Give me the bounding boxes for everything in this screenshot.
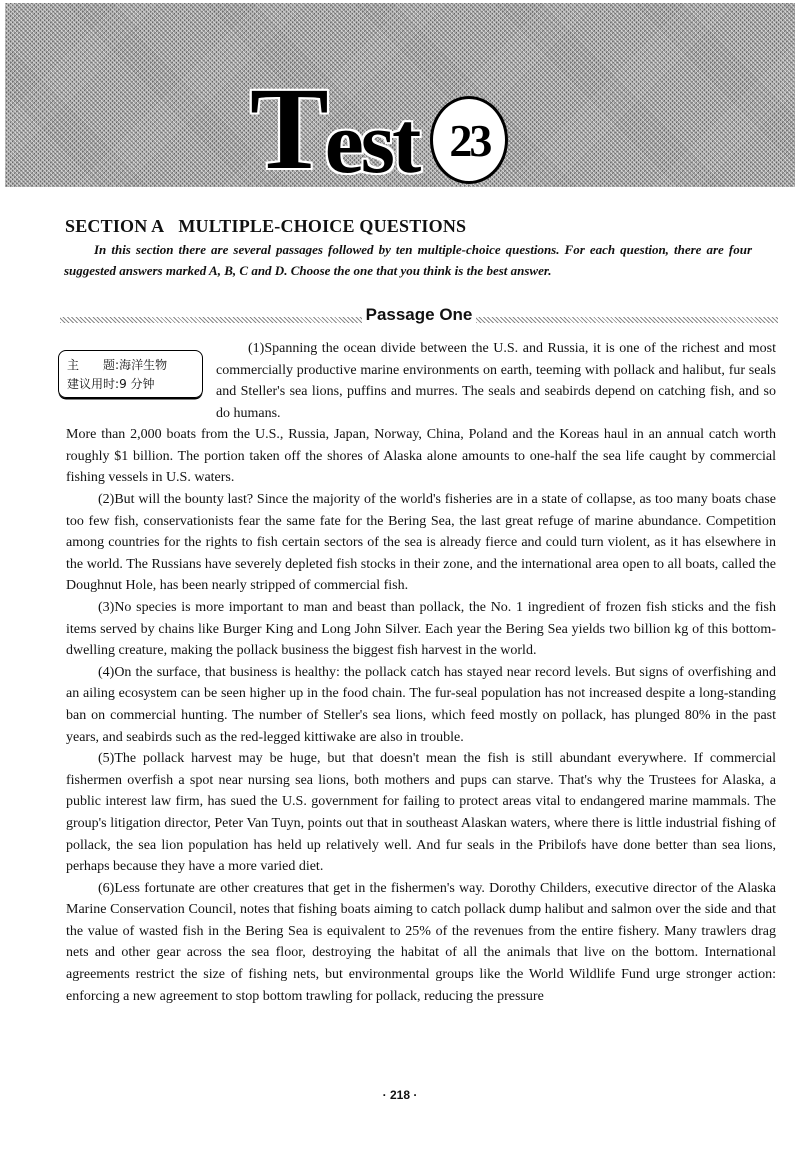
test-title-rest: est: [324, 95, 419, 192]
passage-body: [66, 489, 776, 1007]
test-banner: [5, 3, 795, 194]
section-instructions: [64, 239, 752, 281]
test-number: 23: [449, 114, 490, 166]
paragraph-3: (3)No species is more important to man and beast than pollack, the No. 1 ingredient of frozen fish sticks and the fish items served by chains like Burger King and Long John Silver. Each year the Bering Sea yields two billion kg of this bottom-dwelling creature, making the pollack business the biggest fish harvest in the world.: [66, 599, 776, 659]
passage-title: Passage One: [365, 305, 473, 324]
section-name: MULTIPLE-CHOICE QUESTIONS: [178, 216, 467, 236]
section-title: [65, 216, 466, 237]
page-number: · 218 ·: [382, 1088, 418, 1102]
section-label: SECTION A: [65, 216, 165, 236]
time-label: 建议用时: [67, 377, 116, 391]
topic-info-box: [58, 350, 203, 398]
topic-label: 主 题: [67, 358, 116, 372]
paragraph-1-wrapped: (1)Spanning the ocean divide between the U.S. and Russia, it is one of the richest and most commercially productive marine environments on earth, teeming with pollack and halibut, fur seals and Steller's sea lions, puffins and murres. The seals and seabirds depend on catching fish, and so do humans.: [216, 341, 776, 421]
instructions-text: In this section there are several passages followed by ten multiple-choice questions. For each question, there are four suggested answers marked A, B, C and D. Choose the one that you think is the best answer.: [64, 242, 752, 278]
paragraph-5: (5)The pollack harvest may be huge, but that doesn't mean the fish is still abundant everywhere. If commercial fishermen overfish a spot near nursing sea lions, both mothers and pups can starve. That's why the Trustees for Alaska, a public interest law firm, has sued the U.S. government for failing to protect areas vital to endangered marine mammals. The group's litigation director, Peter Van Tuyn, points out that in southeast Alaskan waters, where there is little industrial fishing of pollack, the sea lion population has held up relatively well. And fur seals in the Pribilofs have done better than sea lions, perhaps because they have a more varied diet.: [66, 751, 776, 875]
test-title-first-letter: T: [250, 63, 327, 194]
time-value: 9 分钟: [119, 377, 155, 391]
decorative-divider-right: [476, 317, 778, 323]
suggested-time-row: 建议用时:9 分钟: [67, 377, 155, 391]
paragraph-2: (2)But will the bounty last? Since the majority of the world's fisheries are in a state of collapse, as too many boats chase too few fish, conservationists fear the same fate for the Bering Sea, the last great refuge of marine abundance. Competition among countries for the rights to fish certain sectors of the sea is already fierce and could turn violent, as it has elsewhere in the world. The Russians have severely depleted fish stocks in their zone, and the international area open to all boats, called the Doughnut Hole, has been nearly stripped of commercial fish.: [66, 492, 776, 594]
paragraph-4: (4)On the surface, that business is healthy: the pollack catch has stayed near record levels. But signs of overfishing and an ailing ecosystem can be seen higher up in the food chain. The fur-seal population has not increased despite a long-standing ban on commercial hunting. The number of Steller's sea lions, which feed mostly on pollack, has plunged 80% in the past years, and seabirds such as the red-legged kittiwake are also in trouble.: [66, 664, 776, 745]
passage-header: [60, 303, 778, 327]
test-number-badge: [430, 96, 508, 184]
test-title: [250, 63, 508, 194]
paragraph-1-continued: More than 2,000 boats from the U.S., Russia, Japan, Norway, China, Poland and the Koreas haul in an annual catch worth roughly $1 billion. The portion taken off the shores of Alaska alone amounts to one-half the sea life caught by commercial fishing vessels in U.S. waters.: [66, 427, 776, 486]
decorative-divider-left: [60, 317, 362, 323]
paragraph-6: (6)Less fortunate are other creatures that get in the fishermen's way. Dorothy Childers, executive director of the Alaska Marine Conservation Council, notes that fishing boats aiming to catch pollack dump halibut and salmon over the side and that the value of wasted fish in the Bering Sea is equivalent to 25% of the revenues from the entire fishery. Many trawlers drag nets and other gear across the sea floor, destroying the habitat of all the animals that live on the bottom. International agreements restrict the size of fishing nets, but environmental groups like the World Wildlife Fund urge stronger action: enforcing a new agreement to stop bottom trawling for pollack, reducing the pressure: [66, 880, 776, 1004]
topic-value: 海洋生物: [119, 358, 168, 372]
topic-row: 主 题:海洋生物: [67, 358, 168, 372]
